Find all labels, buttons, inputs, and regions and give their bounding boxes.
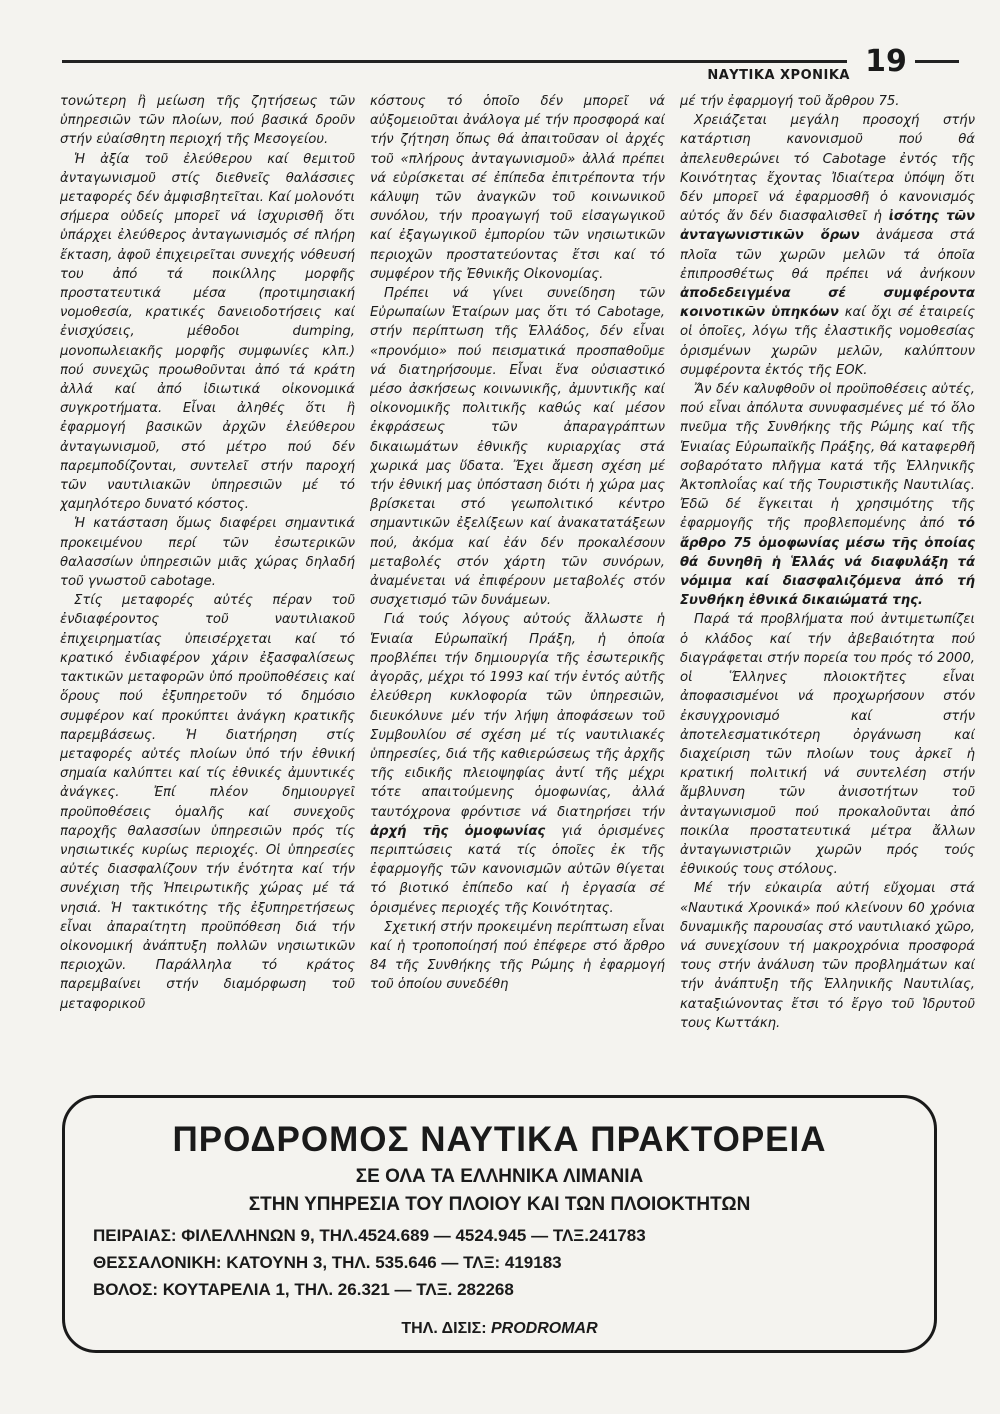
ad-telex-label: ΤΗΛ. ΔΙΣΙΣ: <box>401 1320 487 1337</box>
ad-title: ΠΡΟΔΡΟΜΟΣ ΝΑΥΤΙΚΑ ΠΡΑΚΤΟΡΕΙΑ <box>172 1120 827 1159</box>
paragraph: Πρέπει νά γίνει συνείδηση τῶν Εὐρωπαίων Ἑταίρων μας ὅτι τό Cabotage, στήν περίπτωση τῆς Ἑλλάδος, δέν εἶναι «προνόμιο» πού πεισματικά προσπαθοῦμε νά διατηρήσουμε. Εἶναι ἕνα οὐσιαστικό μέσο ἀσκήσεως κοινωνικῆς, ἀμυντικῆς καί οἰκονομικῆς πολιτικῆς καθώς καί μέσον ἐκφράσεως τῶν ἀπαραγράπτων δικαιωμάτων ἐθνικῆς κυριαρχίας στά χωρικά μας ὕδατα. Ἔχει ἄμεση σχέση μέ τήν ἐθνική μας ὑπόσταση διότι ἡ χώρα μας βρίσκεται στό γεωπολιτικό κέντρο σημαντικῶν ἐξελίξεων καί ἀνακατατάξεων πού, ἀκόμα καί ἐάν δέν προκαλέσουν μεταβολές στόν χάρτη τῶν συνόρων, ἀναμένεται νά ἐπιφέρουν μεταβολές στόν συσχετισμό τῶν δυνάμεων. <box>370 286 665 609</box>
paragraph: τονώτερη ἢ μείωση τῆς ζητήσεως τῶν ὑπηρεσιῶν τῶν πλοίων, πού βασικά δροῦν στήν εὐαίσθητη περιοχή τῆς Μεσογείου. <box>60 94 355 148</box>
paragraph: Στίς μεταφορές αὐτές πέραν τοῦ ἐνδιαφέροντος τοῦ ναυτιλιακοῦ ἐπιχειρηματίας ὑπεισέρχεται καί τό κρατικό ἐνδιαφέρον χάριν ἐξασφαλίσεως τακτικῶν μεταφορῶν ὑπό προϋποθέσεις καί ὅρους πού ἐξυπηρετοῦν τό δημόσιο συμφέρον καί προκύπτει ἀνάγκη κρατικῆς παρεμβάσεως. Ἡ διατήρηση στίς μεταφορές αὐτές πλοίων ὑπό τήν ἐθνική σημαία καλύπτει καί τίς ἐθνικές ἀμυντικές ἀνάγκες. Ἐπί πλέον δημιουργεῖ προϋποθέσεις ὁμαλῆς καί συνεχοῦς παροχῆς θαλασσίων ὑπηρεσιῶν πρός τίς νησιωτικές κυρίως περιοχές. Οἱ ὑπηρεσίες αὐτές διασφαλίζουν τήν ἑνότητα καί τήν συνέχιση τῆς Ἠπειρωτικῆς χώρας μέ τά νησιά. Ἡ τακτικότης τῆς ἐξυπηρετήσεως εἶναι ἀπαραίτητη προϋπόθεση διά τήν οἰκονομική ἀνάπτυξη πολλῶν νησιωτικῶν περιοχῶν. Παράλληλα τό κράτος παρεμβαίνει στήν διαμόρφωση τοῦ μεταφορικοῦ <box>60 593 355 1012</box>
paragraph-text: Ἄν δέν καλυφθοῦν οἱ προϋποθέσεις αὐτές, πού εἶναι ἀπόλυτα συνυφασμένες μέ τό ὅλο πνεῦμα τῆς Συνθήκης τῆς Ρώμης καί τῆς Ἑνιαίας Εὐρωπαϊκῆς Πράξης, θά καταφερθῆ σοβαρότατο πλῆγμα κατά τῆς Ἑλληνικῆς Ἀκτοπλοΐας καί τῆς Τουριστικῆς Ναυτιλίας. Ἐδῶ δέ ἔγκειται ἡ χρησιμότης τῆς ἐφαρμογῆς τῆς προβλεπομένης ἀπό <box>680 382 975 532</box>
paragraph: Σχετική στήν προκειμένη περίπτωση εἶναι καί ἡ τροποποίησή πού ἐπέφερε στό ἄρθρο 84 τῆς Συνθήκης τῆς Ρώμης ἡ ἐφαρμογή τοῦ ὁποίου συνεδέθη <box>370 919 665 993</box>
ad-address-thessaloniki: ΘΕΣΣΑΛΟΝΙΚΗ: ΚΑΤΟΥΝΗ 3, ΤΗΛ. 535.646 — ΤΛΞ: 419183 <box>93 1253 562 1272</box>
paragraph <box>680 111 975 380</box>
article-body <box>60 92 975 1092</box>
header-rule-right <box>915 60 959 63</box>
article-column-2 <box>370 92 665 1092</box>
publication-title: ΝΑΥΤΙΚΑ ΧΡΟΝΙΚΑ <box>707 68 850 83</box>
paragraph-text: ἀνάμεσα στά πλοῖα τῶν χωρῶν μελῶν τά ὁποῖα ἐπιπροσθέτως θά πρέπει νά ἀνήκουν <box>680 228 975 282</box>
paragraph-text: Γιά τούς λόγους αὐτούς ἄλλωστε ἡ Ἑνιαία Εὐρωπαϊκή Πράξη, ἡ ὁποία προβλέπει τήν δημιουργία τῆς ἐσωτερικῆς ἀγορᾶς, μέχρι τό 1993 καί τήν ἐντός αὐτῆς ἐλεύθερη κυκλοφορία τῶν ὑπηρεσιῶν, διευκόλυνε μέν τήν λήψη ἀποφάσεων τοῦ Συμβουλίου σέ σχέση μέ τίς ναυτιλιακές ὑπηρεσίες, διά τῆς καθιερώσεως τῆς ἀρχῆς τῆς ειδικῆς πλειοψηφίας ἀντί τῆς μέχρι τότε απαιτούμενης ὁμοφωνίας, ἀλλά ταυτόχρονα φρόντισε νά διατηρήσει τήν <box>370 612 665 820</box>
ad-telex-value: PRODROMAR <box>491 1320 598 1337</box>
page-number: 19 <box>865 44 907 79</box>
paragraph: μέ τήν ἐφαρμογή τοῦ ἄρθρου 75. <box>680 94 900 109</box>
paragraph: Ἡ κατάσταση ὅμως διαφέρει σημαντικά προκειμένου περί τῶν ἐσωτερικῶν θαλασσίων ὑπηρεσιῶν μιᾶς χώρας δηλαδή τοῦ γνωστοῦ cabotage. <box>60 516 355 590</box>
emphasis-text: τό ἄρθρο 75 ὁμοφωνίας μέσω τῆς ὁποίας θά δυνηθῆ ἡ Ἑλλάς νά διαφυλάξη τά νόμιμα καί διασφαλιζόμενα ἀπό τή Συνθήκη ἐθνικά δικαιώματά της. <box>680 516 975 609</box>
advertisement-box <box>62 1095 937 1353</box>
ad-telegraphic-address <box>65 1320 934 1338</box>
paragraph <box>680 380 975 610</box>
ad-address-volos: ΒΟΛΟΣ: ΚΟΥΤΑΡΕΛΙΑ 1, ΤΗΛ. 26.321 — ΤΛΞ. 282268 <box>93 1280 514 1299</box>
paragraph: Παρά τά προβλήματα πού ἀντιμετωπίζει ὁ κλάδος καί τήν ἀβεβαιότητα πού διαγράφεται στήν πορεία του πρός τό 2000, οἱ Ἕλληνες πλοιοκτῆτες εἶναι ἀποφασισμένοι νά προχωρήσουν στόν ἐκσυγχρονισμό καί στήν ἀποτελεσματικότερη ὀργάνωση καί διαχείριση τῶν πλοίων τους ἀρκεῖ ἡ κρατική πολιτική νά συντελέση στήν ἄμβλυνση τῶν ἀνισοτήτων τοῦ ἀνταγωνισμοῦ πού προκαλοῦνται ἀπό ποικίλα προστατευτικά μέτρα ἄλλων ἀνταγωνιστριῶν χωρῶν πρός τούς ἐθνικούς τους στόλους. <box>680 612 975 878</box>
paragraph: Μέ τήν εὐκαιρία αὐτή εὔχομαι στά «Ναυτικά Χρονικά» πού κλείνουν 60 χρόνια δυναμικῆς παρουσίας στό ναυτιλιακό χῶρο, νά συνεχίσουν τή μακροχρόνια προσφορά τους στήν ἀνάλυση τῶν προβλημάτων καί τήν ἀνάπτυξη τῆς Ἑλληνικῆς Ναυτιλίας, καταξιώνοντας ἔτσι τό ἔργο τοῦ Ἱδρυτοῦ τους Κωττάκη. <box>680 881 975 1031</box>
emphasis-text: ἰσότης τῶν ἀνταγωνιστικῶν ὅρων <box>680 209 975 244</box>
paragraph <box>370 610 665 917</box>
emphasis-text: ἀποδεδειγμένα σέ συμφέροντα κοινοτικῶν ὑπηκόων <box>680 286 975 321</box>
ad-address-piraeus: ΠΕΙΡΑΙΑΣ: ΦΙΛΕΛΛΗΝΩΝ 9, ΤΗΛ.4524.689 — 4524.945 — ΤΛΞ.241783 <box>93 1226 646 1245</box>
emphasis-text: ἀρχή τῆς ὁμοφωνίας <box>370 823 546 839</box>
paragraph-text: καί ὄχι σέ ἑταιρείς οἱ ὁποῖες, λόγω τῆς ἐλαστικῆς νομοθεσίας ὁρισμένων χωρῶν μελῶν, καλύπτουν συμφέροντα ἐκτός τῆς ΕΟΚ. <box>680 305 975 378</box>
paragraph: Ἡ ἀξία τοῦ ἐλεύθερου καί θεμιτοῦ ἀνταγωνισμοῦ στίς διεθνεῖς θαλάσσιες μεταφορές δέν ἀμφισβητεῖται. Καί μολονότι σήμερα οὐδείς μπορεῖ νά ἰσχυρισθῆ ὅτι ὑπάρχει ἐλεύθερος ἀνταγωνισμός σέ πλήρη ἔκταση, ἀφοῦ ἐπιχειρεῖται συνεχής νόθευσή του ἀπό τά ποικίλλης μορφῆς προστατευτικά μέσα (προτιμησιακή νομοθεσία, κρατικές δανειοδοτήσεις καί ἐνισχύσεις, μέθοδοι dumping, μονοπωλειακῆς μορφῆς συμφωνίες κλπ.) πού συνεχῶς προωθοῦνται ἀπό τά κράτη ἀλλά καί ἀπό ἰδιωτικά οἰκονομικά συγκροτήματα. Εἶναι ἀληθές ὅτι ἢ ἐφαρμογή βασικῶν ἀρχῶν ἐλεύθερου ἀνταγωνισμοῦ, στό μέτρο πού δέν παρεμποδίζονται, συντελεῖ στήν παροχή τῶν ναυτιλιακῶν ὑπηρεσιῶν μέ τό χαμηλότερο δυνατό κόστος. <box>60 151 355 513</box>
paragraph-text: γιά ὁρισμένες περιπτώσεις κατά τίς ὁποῖες ἐκ τῆς ἐφαρμογῆς τῶν κανονισμῶν αὐτῶν θίγεται τό βιοτικό ἐπίπεδο καί ἡ ἐργασία σέ ὁρισμένες περιοχές τῆς Κοινότητας. <box>370 823 665 916</box>
ad-tagline-2: ΣΤΗΝ ΥΠΗΡΕΣΙΑ ΤΟΥ ΠΛΟΙΟΥ ΚΑΙ ΤΩΝ ΠΛΟΙΟΚΤΗΤΩΝ <box>248 1194 751 1215</box>
header-rule-left <box>62 60 847 63</box>
paragraph-text: Χρειάζεται μεγάλη προσοχή στήν κατάρτιση κανονισμοῦ πού θά ἀπελευθερώνει τό Cabotage ἐντός τῆς Κοινότητας ἔχοντας Ἰδιαίτερα ὑπόψη ὅτι δέν μπορεῖ νά ἐφαρμοσθῆ ὁ κανονισμός αὐτός ἄν δέν διασφαλισθεῖ ἡ <box>680 113 975 225</box>
ad-tagline-1: ΣΕ ΟΛΑ ΤΑ ΕΛΛΗΝΙΚΑ ΛΙΜΑΝΙΑ <box>355 1166 644 1187</box>
paragraph: κόστους τό ὁποῖο δέν μπορεῖ νά αὐξομειοῦται ἀνάλογα μέ τήν προσφορά καί τήν ζήτηση ὅπως θά ἀπαιτοῦσαν οἱ ἀρχές τοῦ «πλήρους ἀνταγωνισμοῦ» ἀλλά πρέπει νά εὑρίσκεται σέ ἐπίπεδα ἐπιτρέποντα τήν κάλυψη τῶν ἀναγκῶν τοῦ κοινωνικοῦ συνόλου, τήν προαγωγή τοῦ εἰσαγωγικοῦ καί ἐξαγωγικοῦ ἐμπορίου τῶν νησιωτικῶν περιοχῶν προστατεύοντας ἔτσι καί τό συμφέρον τῆς Ἐθνικῆς Οἰκονομίας. <box>370 94 665 282</box>
article-column-1 <box>60 92 355 1092</box>
article-column-3 <box>680 92 975 1092</box>
